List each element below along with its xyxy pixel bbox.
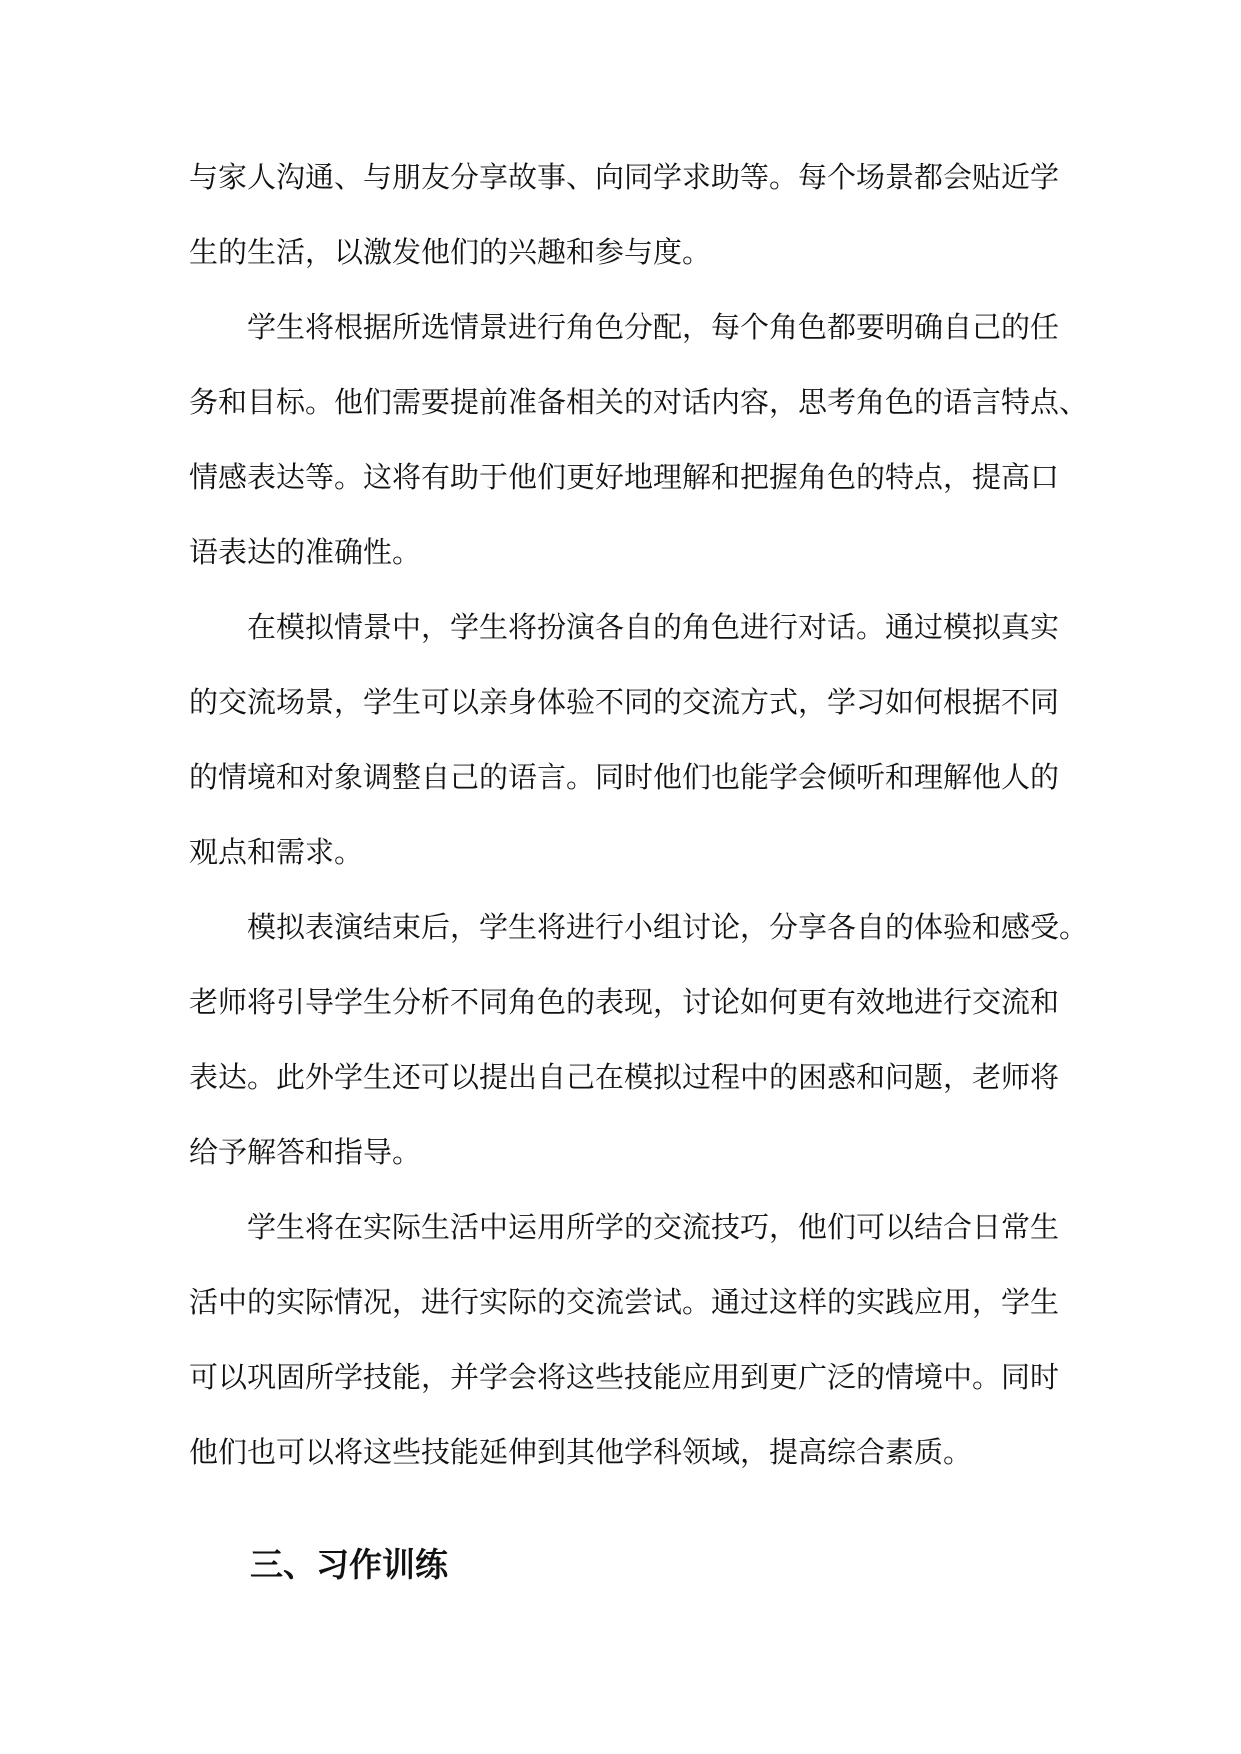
paragraph-line: 与家人沟通、与朋友分享故事、向同学求助等。每个场景都会贴近学 <box>189 160 1060 194</box>
paragraph-line: 生的生活，以激发他们的兴趣和参与度。 <box>189 235 712 269</box>
paragraph-line: 语表达的准确性。 <box>189 535 422 569</box>
section-heading: 三、习作训练 <box>250 1545 448 1584</box>
paragraph-line: 可以巩固所学技能，并学会将这些技能应用到更广泛的情境中。同时 <box>189 1360 1060 1394</box>
paragraph-line: 务和目标。他们需要提前准备相关的对话内容，思考角色的语言特点、 <box>189 385 1089 419</box>
paragraph-line: 表达。此外学生还可以提出自己在模拟过程中的困惑和问题，老师将 <box>189 1060 1060 1094</box>
paragraph-line: 给予解答和指导。 <box>189 1135 422 1169</box>
paragraph-line: 在模拟情景中，学生将扮演各自的角色进行对话。通过模拟真实 <box>247 610 1060 644</box>
body-text <box>189 140 1089 1490</box>
paragraph-line: 学生将在实际生活中运用所学的交流技巧，他们可以结合日常生 <box>247 1210 1060 1244</box>
paragraph-line: 观点和需求。 <box>189 835 364 869</box>
paragraph-line: 的交流场景，学生可以亲身体验不同的交流方式，学习如何根据不同 <box>189 685 1060 719</box>
paragraph-line: 学生将根据所选情景进行角色分配，每个角色都要明确自己的任 <box>247 310 1060 344</box>
paragraph-line: 模拟表演结束后，学生将进行小组讨论，分享各自的体验和感受。 <box>247 910 1089 944</box>
paragraph-line: 情感表达等。这将有助于他们更好地理解和把握角色的特点，提高口 <box>189 460 1060 494</box>
paragraph-line: 他们也可以将这些技能延伸到其他学科领域，提高综合素质。 <box>189 1435 973 1469</box>
paragraph-line: 活中的实际情况，进行实际的交流尝试。通过这样的实践应用，学生 <box>189 1285 1060 1319</box>
paragraph-line: 的情境和对象调整自己的语言。同时他们也能学会倾听和理解他人的 <box>189 760 1060 794</box>
paragraph-line: 老师将引导学生分析不同角色的表现，讨论如何更有效地进行交流和 <box>189 985 1060 1019</box>
